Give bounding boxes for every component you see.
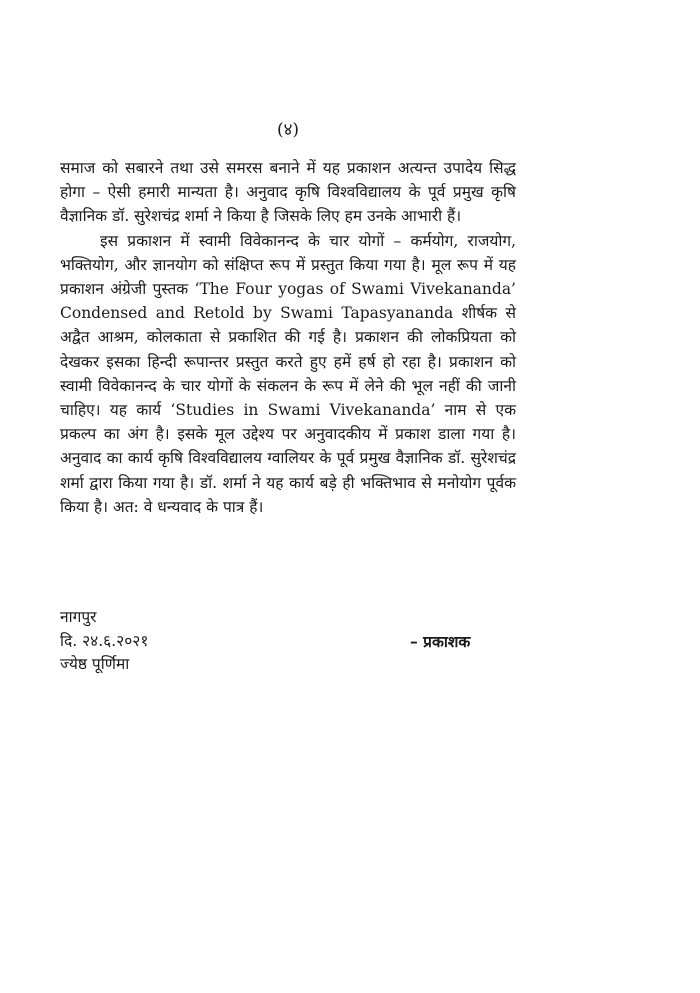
place-line: नागपुर <box>60 608 97 626</box>
paragraph-gratitude: समाज को सबारने तथा उसे समरस बनाने में यह प्रकाशन अत्यन्त उपादेय सिद्ध होगा – ऐसी हमारी मान्यता है। अनुवाद कृषि विश्वविद्यालय के पूर्व प्रमुख कृषि वैज्ञानिक डॉ. सुरेशचंद्र शर्मा ने किया है जिसके लिए हम उनके आभारी हैं। <box>60 159 516 226</box>
occasion-line: ज्येष्ठ पूर्णिमा <box>60 655 130 673</box>
preface-text <box>60 156 516 519</box>
date-line: दि. २४.६.२०२१ <box>60 631 149 650</box>
date-row <box>60 630 500 654</box>
publisher-signature: – प्रकाशक <box>410 631 471 651</box>
page-number: (४) <box>276 120 300 140</box>
paragraph-about-publication: इस प्रकाशन में स्वामी विवेकानन्द के चार योगों – कर्मयोग, राजयोग, भक्तियोग, और ज्ञानयोग को संक्षिप्त रूप में प्रस्तुत किया गया है। मूल रूप में यह प्रकाशन अंग्रेजी पुस्तक ‘The Four yogas of Swami Vivekananda’ Condensed and Retold by Swami Tapasyananda शीर्षक से अद्वैत आश्रम, कोलकाता से प्रकाशित की गई है। प्रकाशन की लोकप्रियता को देखकर इसका हिन्दी रूपान्तर प्रस्तुत करते हुए हमें हर्ष हो रहा है। प्रकाशन को स्वामी विवेकानन्द के चार योगों के संकलन के रूप में लेने की भूल नहीं की जानी चाहिए। यह कार्य ‘Studies in Swami Vivekananda’ नाम से एक प्रकल्प का अंग है। इसके मूल उद्देश्य पर अनुवादकीय में प्रकाश डाला गया है। अनुवाद का कार्य कृषि विश्वविद्यालय ग्वालियर के पूर्व प्रमुख वैज्ञानिक डॉ. सुरेशचंद्र शर्मा द्वारा किया गया है। डॉ. शर्मा ने यह कार्य बड़े ही भक्तिभाव से मनोयोग पूर्वक किया है। अत: वे धन्यवाद के पात्र हैं। <box>60 231 516 516</box>
signoff-block <box>60 606 500 677</box>
